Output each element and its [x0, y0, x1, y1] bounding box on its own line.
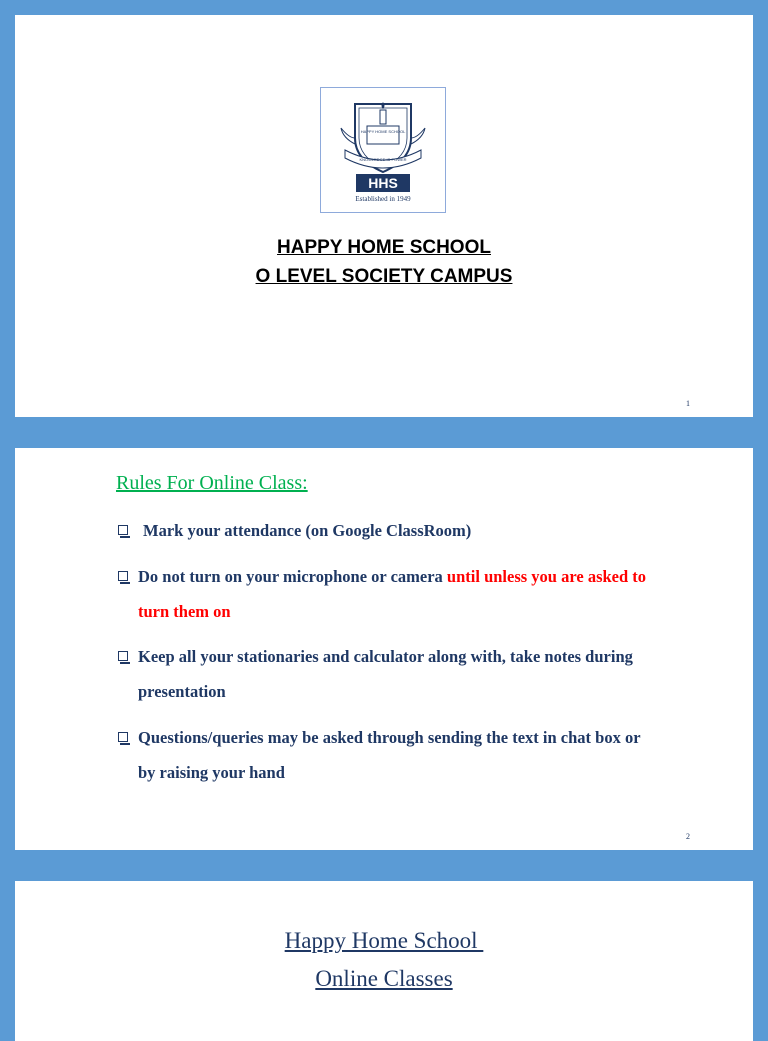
- slide-1: [15, 15, 753, 417]
- rules-heading: Rules For Online Class:: [116, 472, 308, 494]
- rule-text: Questions/queries may be asked through sending the text in chat box or by raising your hand: [138, 728, 641, 782]
- checkbox-bullet-icon: [118, 525, 128, 535]
- logo-initials: HHS: [368, 175, 398, 191]
- rule-text: Mark your attendance (on Google ClassRoom): [143, 521, 472, 540]
- rule-item: [118, 559, 648, 629]
- online-school-title: Happy Home School: [284, 928, 484, 953]
- logo-established: Established in 1949: [355, 195, 411, 203]
- rule-item: [118, 639, 648, 709]
- slide-3: [15, 881, 753, 1041]
- campus-title: O LEVEL SOCIETY CAMPUS: [255, 266, 513, 287]
- slide-number: 1: [686, 399, 690, 408]
- rule-text: Do not turn on your microphone or camera: [138, 567, 447, 586]
- school-name-title: HAPPY HOME SCHOOL: [277, 237, 491, 258]
- rule-highlight-text: until unless you are asked to turn them on: [138, 567, 647, 621]
- checkbox-bullet-icon: [118, 732, 128, 742]
- logo-ribbon-text: KNOWLEDGE IS POWER: [359, 157, 407, 162]
- crest-icon: [321, 88, 445, 212]
- slide-2: [15, 448, 753, 850]
- checkbox-bullet-icon: [118, 571, 128, 581]
- school-logo: [320, 87, 446, 213]
- online-classes-title: Online Classes: [315, 966, 453, 991]
- rule-text: Keep all your stationaries and calculator along with, take notes during presentation: [138, 647, 633, 701]
- checkbox-bullet-icon: [118, 651, 128, 661]
- rule-item: [118, 720, 648, 790]
- slide-number: 2: [686, 832, 690, 841]
- logo-banner-text: HAPPY HOME SCHOOL: [360, 129, 406, 134]
- rule-item: [118, 513, 648, 548]
